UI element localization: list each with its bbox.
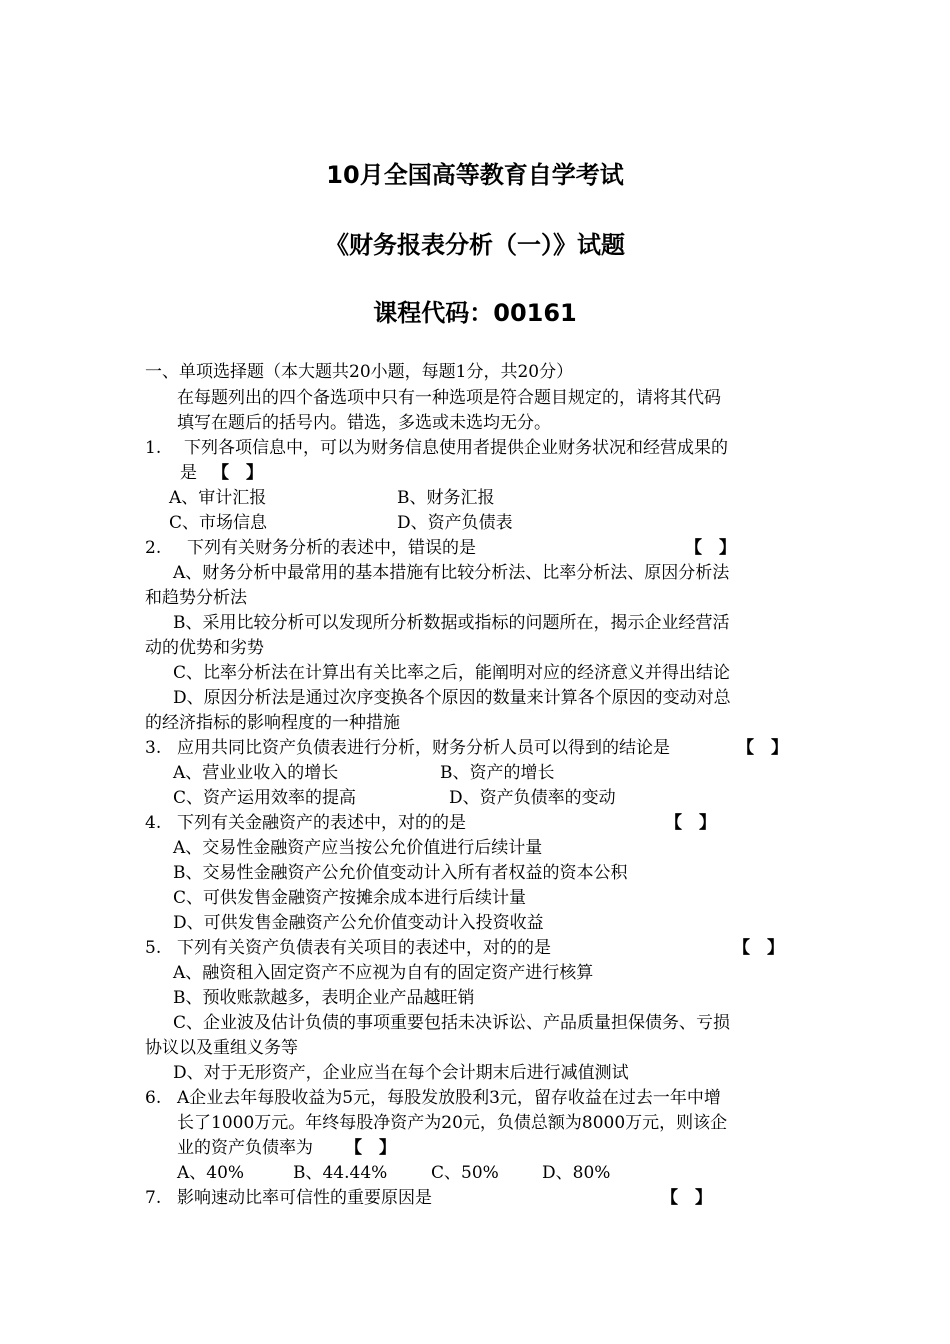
- option-c: C、可供发售金融资产按摊余成本进行后续计量: [173, 888, 527, 908]
- course-code: 课程代码：00161: [373, 299, 577, 327]
- option-b: B、资产的增长: [440, 763, 555, 783]
- answer-bracket: 【 】: [733, 938, 784, 958]
- section-intro-2: 填写在题后的括号内。错选，多选或未选均无分。: [177, 413, 551, 433]
- exam-subject: 《财务报表分析（一）》试题: [325, 231, 625, 259]
- option-a: A、财务分析中最常用的基本措施有比较分析法、比率分析法、原因分析法: [173, 563, 730, 583]
- section-heading: 一、单项选择题（本大题共20小题，每题1分，共20分）: [145, 362, 574, 382]
- option-b-cont: 动的优势和劣势: [145, 638, 264, 658]
- question-stem: 应用共同比资产负债表进行分析，财务分析人员可以得到的结论是: [177, 738, 670, 758]
- exam-title: 10月全国高等教育自学考试: [326, 161, 624, 189]
- option-d: D、可供发售金融资产公允价值变动计入投资收益: [173, 913, 544, 933]
- option-b: B、财务汇报: [397, 488, 495, 508]
- option-a: A、40%: [177, 1163, 245, 1183]
- option-c-cont: 协议以及重组义务等: [145, 1038, 298, 1058]
- answer-bracket: 【 】: [661, 1188, 712, 1208]
- question-stem: 下列有关资产负债表有关项目的表述中，对的的是: [177, 938, 551, 958]
- section-intro-1: 在每题列出的四个备选项中只有一种选项是符合题目规定的，请将其代码: [177, 388, 721, 408]
- answer-bracket: 【 】: [212, 463, 263, 483]
- option-d: D、资产负债表: [397, 513, 513, 533]
- question-stem: 下列有关财务分析的表述中，错误的是: [187, 538, 476, 558]
- question-number: 2.: [145, 538, 162, 558]
- question-stem: 业的资产负债率为: [177, 1138, 313, 1158]
- question-number: 6.: [145, 1088, 162, 1108]
- option-b: B、采用比较分析可以发现所分析数据或指标的问题所在，揭示企业经营活: [173, 613, 730, 633]
- answer-bracket: 【 】: [685, 538, 736, 558]
- option-d: D、资产负债率的变动: [449, 788, 616, 808]
- question-number: 5.: [145, 938, 162, 958]
- option-a-cont: 和趋势分析法: [145, 588, 247, 608]
- option-c: C、资产运用效率的提高: [173, 788, 357, 808]
- option-b: B、交易性金融资产公允价值变动计入所有者权益的资本公积: [173, 863, 628, 883]
- option-c: C、50%: [431, 1163, 499, 1183]
- answer-bracket: 【 】: [737, 738, 788, 758]
- question-stem: 下列各项信息中，可以为财务信息使用者提供企业财务状况和经营成果的: [184, 438, 728, 458]
- option-a: A、融资租入固定资产不应视为自有的固定资产进行核算: [173, 963, 594, 983]
- question-stem: A企业去年每股收益为5元，每股发放股利3元，留存收益在过去一年中增: [177, 1088, 721, 1108]
- option-c: C、比率分析法在计算出有关比率之后，能阐明对应的经济意义并得出结论: [173, 663, 731, 683]
- option-d-cont: 的经济指标的影响程度的一种措施: [145, 713, 400, 733]
- option-a: A、审计汇报: [169, 488, 267, 508]
- question-number: 7.: [145, 1188, 162, 1208]
- option-a: A、营业业收入的增长: [173, 763, 339, 783]
- option-d: D、对于无形资产，企业应当在每个会计期末后进行减值测试: [173, 1063, 629, 1083]
- option-b: B、预收账款越多，表明企业产品越旺销: [173, 988, 475, 1008]
- option-a: A、交易性金融资产应当按公允价值进行后续计量: [173, 838, 543, 858]
- option-d: D、原因分析法是通过次序变换各个原因的数量来计算各个原因的变动对总: [173, 688, 731, 708]
- option-c: C、市场信息: [169, 513, 268, 533]
- question-stem: 下列有关金融资产的表述中，对的的是: [177, 813, 466, 833]
- question-stem: 长了1000万元。年终每股净资产为20元，负债总额为8000万元，则该企: [177, 1113, 728, 1133]
- question-number: 3.: [145, 738, 162, 758]
- question-stem: 影响速动比率可信性的重要原因是: [177, 1188, 432, 1208]
- option-c: C、企业波及估计负债的事项重要包括未决诉讼、产品质量担保债务、亏损: [173, 1013, 731, 1033]
- question-stem: 是: [180, 463, 197, 483]
- question-number: 1.: [145, 438, 162, 458]
- answer-bracket: 【 】: [665, 813, 716, 833]
- option-b: B、44.44%: [293, 1163, 388, 1183]
- option-d: D、80%: [542, 1163, 611, 1183]
- question-number: 4.: [145, 813, 162, 833]
- answer-bracket: 【 】: [345, 1138, 396, 1158]
